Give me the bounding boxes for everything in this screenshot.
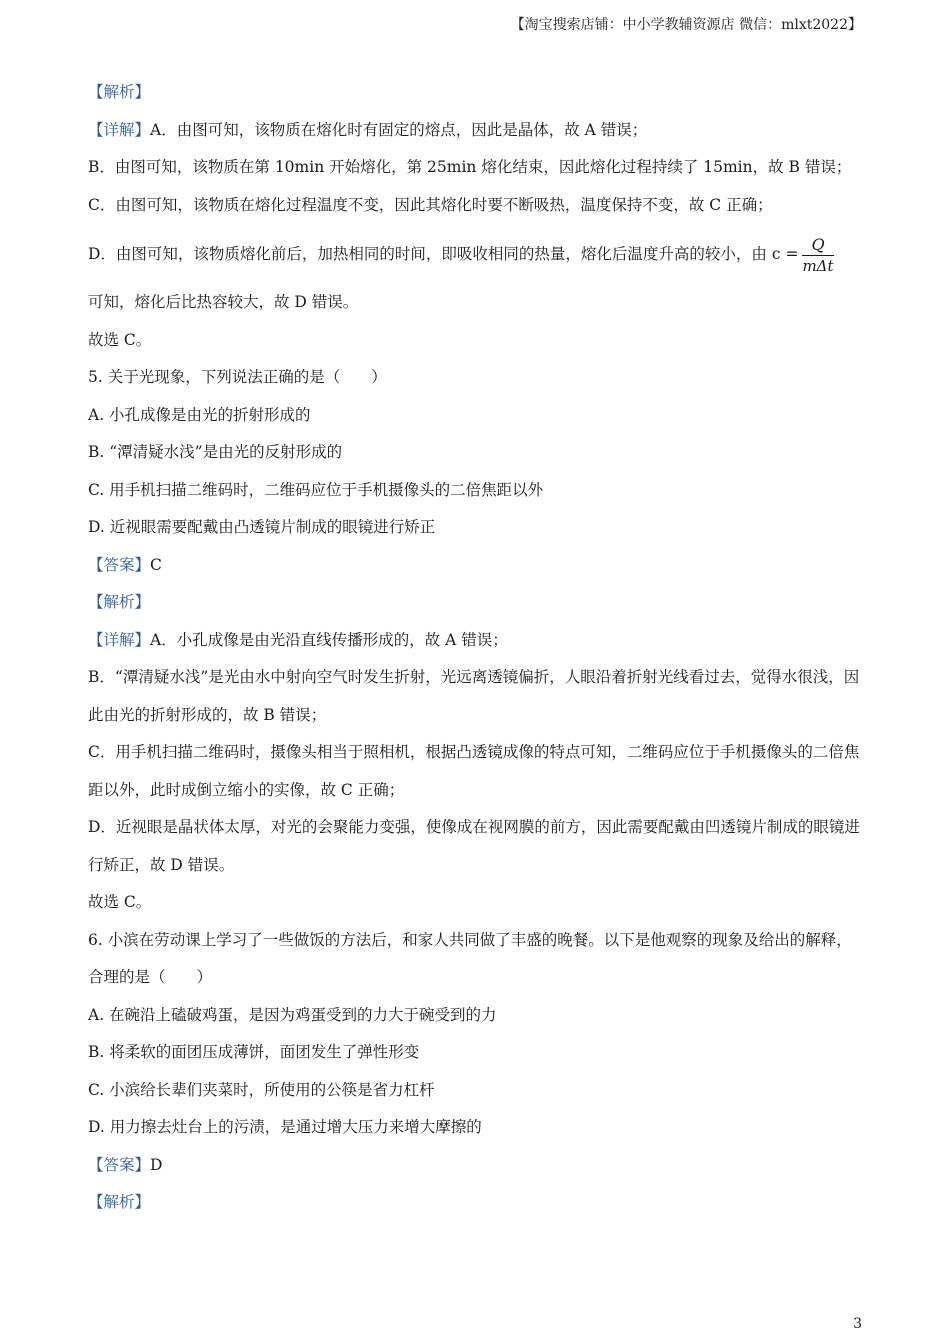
q5-option-b: B. “潭清疑水浅”是由光的反射形成的: [88, 443, 343, 461]
answer-label: 【答案】: [88, 555, 151, 574]
formula-numerator: Q: [802, 237, 833, 256]
q5-detail-a: [88, 622, 863, 660]
specific-heat-formula: [802, 234, 834, 275]
header-watermark-text: 【淘宝搜索店铺：中小学教辅资源店 微信：mlxt2022】: [510, 17, 862, 33]
detail-text: A．由图可知，该物质在熔化时有固定的熔点，因此是晶体，故 A 错误；: [150, 120, 648, 139]
q6-option-d: D. 用力擦去灶台上的污渍，是通过增大压力来增大摩擦的: [88, 1118, 482, 1136]
detail-d-text: D．由图可知，该物质熔化前后，加热相同的时间，即吸收相同的热量，熔化后温度升高的较小，由 c =: [88, 245, 799, 263]
detail-option-b: B．由图可知，该物质在第 10min 开始熔化，第 25min 熔化结束，因此熔化过程持续了 15min，故 B 错误；: [88, 158, 852, 176]
q5-detail-d: D．近视眼是晶状体太厚，对光的会聚能力变强，使像成在视网膜的前方，因此需要配戴由凹透镜片制成的眼镜进行矫正，故 D 错误。: [88, 818, 860, 874]
q5-answer: [88, 547, 863, 585]
q5-conclusion: 故选 C。: [88, 893, 152, 911]
page-number: 3: [853, 1316, 862, 1332]
conclusion: 故选 C。: [88, 330, 152, 349]
q5-option-d: D. 近视眼需要配戴由凸透镜片制成的眼镜进行矫正: [88, 518, 436, 536]
q6-option-b: B. 将柔软的面团压成薄饼，面团发生了弹性形变: [88, 1043, 420, 1061]
q6-answer: [88, 1147, 863, 1185]
page-content: [88, 74, 863, 1222]
q5-option-c: C. 用手机扫描二维码时，二维码应位于手机摄像头的二倍焦距以外: [88, 480, 544, 499]
detail-label: 【详解】: [88, 120, 151, 139]
detail-option-c: C．由图可知，该物质在熔化过程温度不变，因此其熔化时要不断吸热，温度保持不变，故 C 正确；: [88, 195, 773, 214]
q6-option-a: A. 在碗沿上磕破鸡蛋，是因为鸡蛋受到的力大于碗受到的力: [88, 1005, 497, 1024]
answer-value: C: [150, 555, 162, 574]
detail-label: 【详解】: [88, 630, 151, 649]
q6-analysis-label: 【解析】: [88, 1193, 151, 1211]
answer-label: 【答案】: [88, 1155, 151, 1174]
detail-option-d-cont: 可知，熔化后比热容较大，故 D 错误。: [88, 293, 359, 311]
q5-detail-c: C．用手机扫描二维码时，摄像头相当于照相机，根据凸透镜成像的特点可知，二维码应位于手机摄像头的二倍焦距以外，此时成倒立缩小的实像，故 C 正确；: [88, 743, 860, 799]
question-6-stem: 6. 小滨在劳动课上学习了一些做饭的方法后，和家人共同做了丰盛的晚餐。以下是他观察的现象及给出的解释，合理的是（ ）: [88, 930, 852, 986]
q5-analysis-label: 【解析】: [88, 593, 151, 611]
detail-option-a: [88, 112, 863, 150]
analysis-label: 【解析】: [88, 83, 151, 101]
answer-value: D: [150, 1155, 163, 1174]
q5-detail-b: B．“潭清疑水浅”是光由水中射向空气时发生折射，光远离透镜偏折，人眼沿着折射光线看过去，觉得水很浅，因此由光的折射形成的，故 B 错误；: [88, 668, 860, 724]
question-5-stem: 5. 关于光现象，下列说法正确的是（ ）: [88, 368, 387, 386]
detail-text: A．小孔成像是由光沿直线传播形成的，故 A 错误；: [150, 630, 508, 649]
detail-option-d: [88, 224, 863, 284]
q6-option-c: C. 小滨给长辈们夹菜时，所使用的公筷是省力杠杆: [88, 1080, 435, 1099]
formula-denominator: mΔt: [802, 256, 834, 275]
q5-option-a: A. 小孔成像是由光的折射形成的: [88, 405, 311, 424]
